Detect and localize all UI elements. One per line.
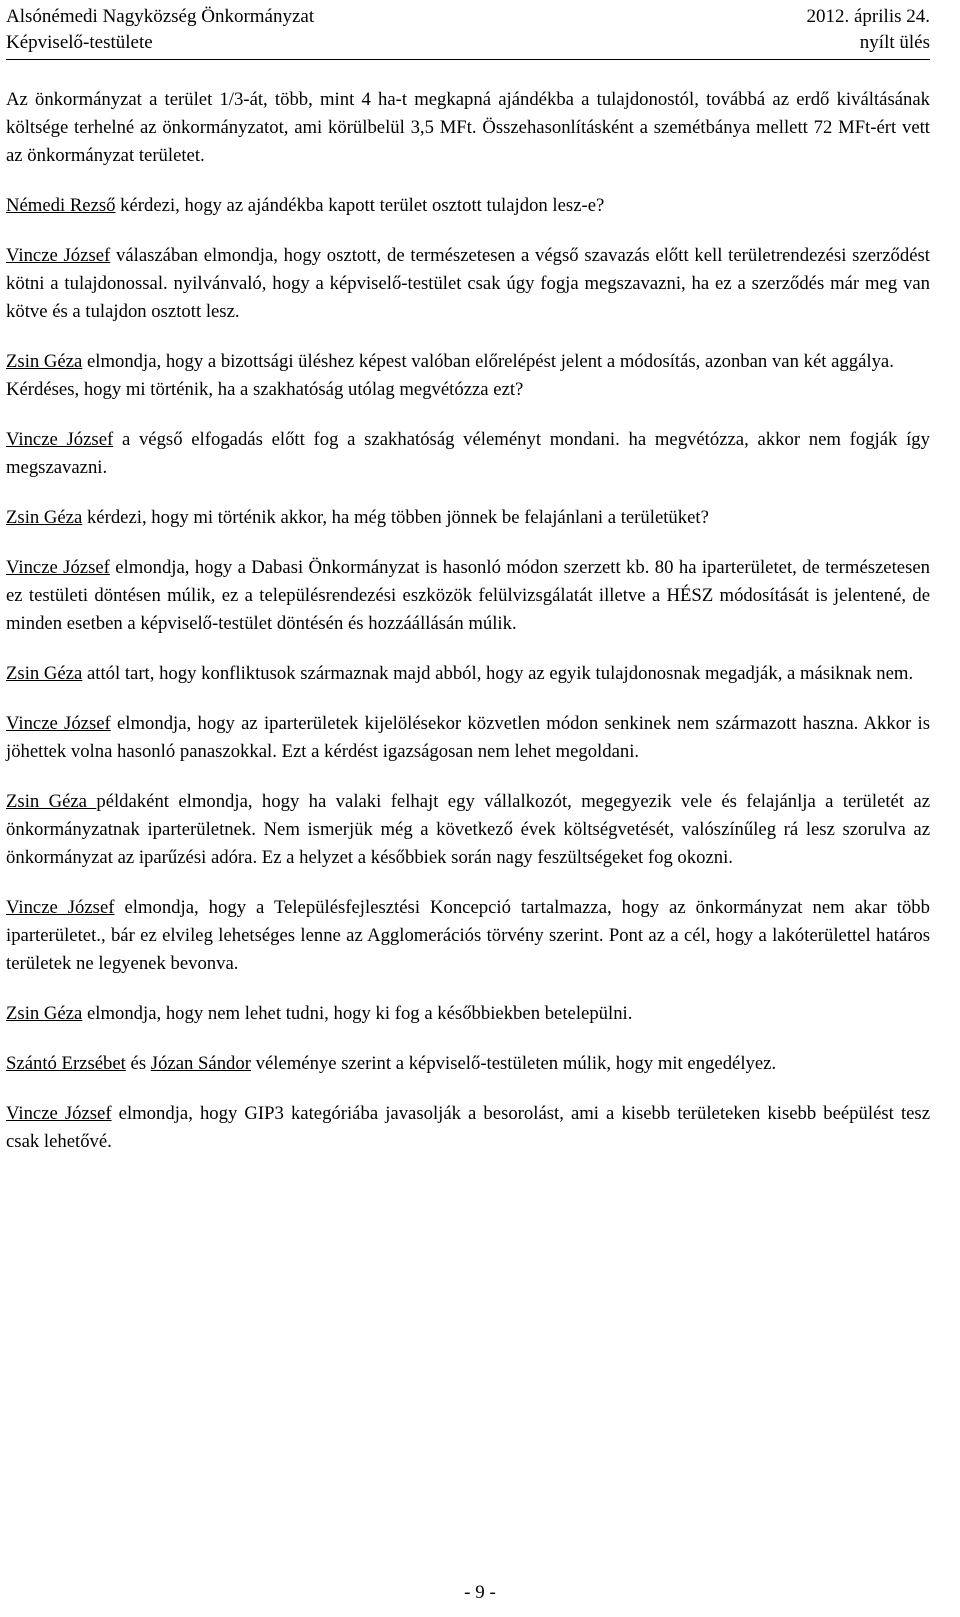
- header-session: nyílt ülés: [859, 32, 930, 53]
- paragraph-text: válaszában elmondja, hogy osztott, de természetesen a végső szavazás előtt kell területrendezési szerződést kötni a tulajdonossal. nyilvánvaló, hogy a képviselő-testület csak úgy fogja megszavazni, ha ez a szerződés már meg van kötve és a tulajdon osztott lesz.: [6, 245, 931, 322]
- conjunction: és: [125, 1053, 151, 1074]
- paragraph: [6, 504, 930, 532]
- paragraph-text: elmondja, hogy az iparterületek kijelölésekor közvetlen módon senkinek nem származott haszna. Akkor is jöhettek volna hasonló panaszokkal. Ezt a kérdést igazságosan nem lehet megoldani.: [6, 713, 930, 762]
- speaker-name: Zsin Géza: [6, 1003, 83, 1024]
- paragraph: [6, 242, 930, 326]
- speaker-name: Vincze József: [6, 1103, 112, 1124]
- speaker-name: Zsin Géza: [6, 791, 97, 812]
- speaker-name: Némedi Rezső: [6, 195, 116, 216]
- speaker-name: Szántó Erzsébet: [6, 1053, 126, 1074]
- paragraph-text: elmondja, hogy a Dabasi Önkormányzat is hasonló módon szerzett kb. 80 ha iparterületet, de természetesen ez testületi döntésen múlik, ez a településrendezési eszközök felülvizsgálatát illetve a HÉSZ módosítását is jelentené, de minden esetben a képviselő-testület döntésén és hozzáállásán múlik.: [6, 557, 930, 634]
- paragraph: [6, 192, 930, 220]
- paragraph-text: elmondja, hogy GIP3 kategóriába javasolják a besorolást, ami a kisebb területeken kisebb beépülést tesz csak lehetővé.: [6, 1103, 930, 1152]
- paragraph: [6, 1100, 930, 1156]
- speaker-name: Zsin Géza: [6, 507, 83, 528]
- paragraph-text: elmondja, hogy a bizottsági üléshez képest valóban előrelépést jelent a módosítás, azonban van két aggálya.: [82, 351, 894, 372]
- paragraph: [6, 894, 930, 978]
- header-row-top: [6, 4, 930, 30]
- minutes-body: [6, 86, 930, 1178]
- speaker-name: Vincze József: [6, 557, 110, 578]
- paragraph: [6, 1050, 930, 1078]
- paragraph-text: a végső elfogadás előtt fog a szakhatóság véleményt mondani. ha megvétózza, akkor nem fogják így megszavazni.: [6, 429, 930, 478]
- page-number: - 9 -: [464, 1582, 496, 1603]
- paragraph-text: Kérdéses, hogy mi történik, ha a szakhatóság utólag megvétózza ezt?: [6, 379, 524, 400]
- header-row-bottom: [6, 30, 930, 56]
- paragraph: [6, 710, 930, 766]
- paragraph-text: példaként elmondja, hogy ha valaki felhajt egy vállalkozót, megegyezik vele és felajánlja a területét az önkormányzatnak iparterületnek. Nem ismerjük még a következő évek költségvetését, valószínűleg rá lesz szorulva az önkormányzat az iparűzési adóra. Ez a helyzet a későbbiek során nagy feszültségeket fog okozni.: [6, 791, 930, 868]
- paragraph-text: véleménye szerint a képviselő-testületen múlik, hogy mit engedélyez.: [250, 1053, 777, 1074]
- paragraph-text: kérdezi, hogy mi történik akkor, ha még többen jönnek be felajánlani a területüket?: [82, 507, 709, 528]
- speaker-name: Vincze József: [6, 245, 111, 266]
- paragraph-text: elmondja, hogy nem lehet tudni, hogy ki fog a későbbiekben betelepülni.: [82, 1003, 633, 1024]
- paragraph-text: attól tart, hogy konfliktusok származnak majd abból, hogy az egyik tulajdonosnak megadják, a másiknak nem.: [82, 663, 914, 684]
- speaker-name: Vincze József: [6, 429, 114, 450]
- paragraph: [6, 554, 930, 638]
- speaker-name: Zsin Géza: [6, 663, 83, 684]
- paragraph: [6, 348, 930, 376]
- paragraph-text: Az önkormányzat a terület 1/3-át, több, mint 4 ha-t megkapná ajándékba a tulajdonostól, továbbá az erdő kiváltásának költsége terhelné az önkormányzatot, ami körülbelül 3,5 MFt. Összehasonlításként a szemétbánya mellett 72 MFt-ért vett az önkormányzat területet.: [6, 89, 930, 166]
- paragraph: [6, 788, 930, 872]
- header-body: Képviselő-testülete: [6, 32, 153, 53]
- page-header: [6, 4, 930, 60]
- paragraph-text: kérdezi, hogy az ajándékba kapott terület osztott tulajdon lesz-e?: [115, 195, 605, 216]
- paragraph: [6, 426, 930, 482]
- header-org: Alsónémedi Nagyközség Önkormányzat: [6, 6, 315, 27]
- speaker-name: Józan Sándor: [150, 1053, 251, 1074]
- paragraph-text: elmondja, hogy a Településfejlesztési Koncepció tartalmazza, hogy az önkormányzat nem akar több iparterületet., bár ez elvileg lehetséges lenne az Agglomerációs törvény szerint. Pont az a cél, hogy a lakóterülettel határos területek ne legyenek bevonva.: [6, 897, 930, 974]
- header-date: 2012. április 24.: [806, 6, 930, 27]
- speaker-name: Vincze József: [6, 713, 111, 734]
- speaker-name: Vincze József: [6, 897, 115, 918]
- paragraph: [6, 1000, 930, 1028]
- paragraph: [6, 376, 930, 404]
- paragraph: [6, 660, 930, 688]
- speaker-name: Zsin Géza: [6, 351, 83, 372]
- paragraph: [6, 86, 930, 170]
